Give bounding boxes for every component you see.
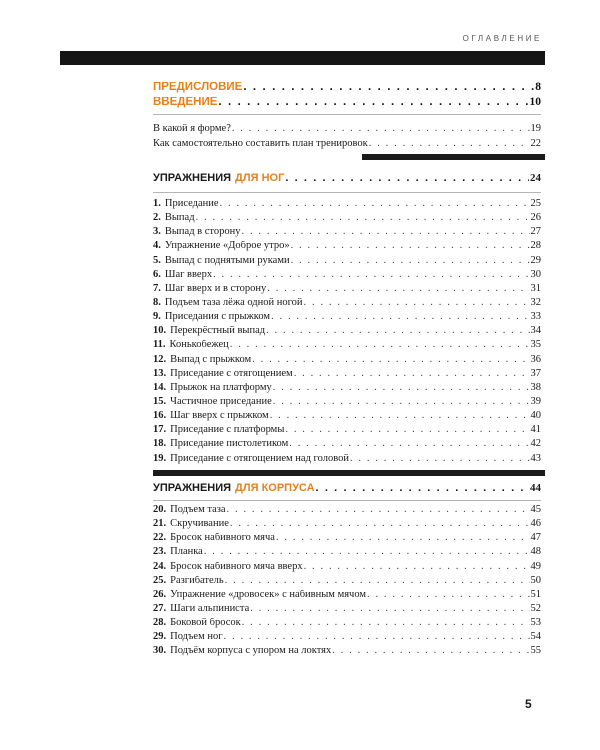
dot-leader <box>227 505 530 516</box>
exercise-number: 24. <box>153 561 167 572</box>
exercise-entry[interactable] <box>153 632 541 646</box>
exercise-page: 39 <box>530 396 541 407</box>
exercise-entry[interactable] <box>153 199 541 213</box>
exercise-title: Шаг вверх <box>164 269 213 280</box>
exercise-title: Прыжок на платформу <box>170 382 272 393</box>
exercise-number: 25. <box>153 575 167 586</box>
exercise-number: 16. <box>153 411 167 422</box>
exercise-page: 48 <box>530 547 541 558</box>
exercise-entry[interactable] <box>153 326 541 340</box>
exercise-number: 23. <box>153 547 167 558</box>
dot-leader <box>250 604 529 615</box>
exercise-title: Шаг вверх с прыжком <box>170 411 269 422</box>
exercise-page: 41 <box>530 425 541 436</box>
dot-leader <box>304 298 530 309</box>
exercise-number: 7. <box>153 283 161 294</box>
exercise-page: 33 <box>530 312 541 323</box>
exercise-number: 3. <box>153 227 161 238</box>
exercise-page: 45 <box>530 505 541 515</box>
dot-leader <box>196 213 530 224</box>
exercise-page: 26 <box>530 213 541 224</box>
exercise-page: 42 <box>530 439 541 450</box>
exercise-number: 20. <box>153 505 167 515</box>
dot-leader <box>369 139 530 150</box>
dot-leader <box>304 562 530 573</box>
exercise-entry[interactable] <box>153 383 541 397</box>
dot-leader <box>270 411 530 422</box>
exercise-entry[interactable] <box>153 562 541 576</box>
exercise-title: Выпад <box>164 213 195 224</box>
exercise-entry[interactable] <box>153 397 541 411</box>
exercise-page: 34 <box>530 326 541 337</box>
exercise-title: Планка <box>170 547 203 558</box>
exercise-title: Приседание с платформы <box>170 425 285 436</box>
toc-entry-title: В какой я форме? <box>153 124 231 134</box>
dot-leader <box>332 646 529 657</box>
exercise-entry[interactable] <box>153 312 541 326</box>
dot-leader <box>230 340 530 351</box>
exercise-page: 52 <box>530 603 541 614</box>
exercise-number: 14. <box>153 382 167 393</box>
divider-rule <box>153 192 541 193</box>
exercise-page: 32 <box>530 297 541 308</box>
exercise-title: Упражнение «дровосек» с набивным мячом <box>170 589 367 600</box>
dot-leader <box>204 547 530 558</box>
section-page: 24 <box>530 173 541 184</box>
exercise-entry[interactable] <box>153 454 541 468</box>
toc-entry-introduction[interactable] <box>153 97 541 112</box>
exercise-entry[interactable] <box>153 604 541 618</box>
exercise-title: Подъем таза лёжа одной ногой <box>164 297 303 308</box>
running-title: ОГЛАВЛЕНИЕ <box>462 34 542 43</box>
exercise-entry[interactable] <box>153 241 541 255</box>
section-core <box>153 483 541 499</box>
divider-rule <box>153 500 541 501</box>
exercise-page: 31 <box>530 283 541 294</box>
section-heading-core[interactable] <box>153 483 541 499</box>
dot-leader <box>289 439 529 450</box>
dot-leader <box>220 199 530 210</box>
exercise-number: 29. <box>153 632 167 643</box>
exercise-title: Подъем ног <box>170 632 223 643</box>
exercise-entry[interactable] <box>153 340 541 354</box>
exercise-entry[interactable] <box>153 505 541 519</box>
exercise-number: 17. <box>153 425 167 436</box>
core-exercise-list <box>153 505 541 661</box>
exercise-entry[interactable] <box>153 576 541 590</box>
exercise-title: Приседание с отягощением <box>170 368 293 379</box>
dot-leader <box>291 256 530 267</box>
exercise-entry[interactable] <box>153 439 541 453</box>
section-legs <box>153 173 541 189</box>
exercise-number: 30. <box>153 646 167 657</box>
exercise-page: 29 <box>530 255 541 266</box>
toc-entry-preface[interactable] <box>153 82 541 97</box>
exercise-title: Выпад с прыжком <box>170 354 252 365</box>
dot-leader <box>285 173 529 184</box>
exercise-number: 1. <box>153 199 161 209</box>
dot-leader <box>232 124 530 135</box>
dot-leader <box>285 425 529 436</box>
dot-leader <box>230 519 530 530</box>
exercise-page: 47 <box>530 533 541 544</box>
dot-leader <box>252 355 529 366</box>
exercise-number: 8. <box>153 297 161 308</box>
exercise-title: Подъём корпуса с упором на локтях <box>170 646 332 657</box>
exercise-number: 9. <box>153 312 161 323</box>
toc-entry-title: ВВЕДЕНИЕ <box>153 97 218 108</box>
section-title-accent: ДЛЯ НОГ <box>235 173 285 184</box>
exercise-entry[interactable] <box>153 227 541 241</box>
exercise-title: Выпад в сторону <box>164 227 241 238</box>
toc-entry-page: 19 <box>530 124 541 134</box>
exercise-title: Скручивание <box>170 519 229 530</box>
exercise-page: 54 <box>530 632 541 643</box>
exercise-page: 37 <box>530 368 541 379</box>
section-bar <box>362 154 545 160</box>
exercise-number: 13. <box>153 368 167 379</box>
section-heading-legs[interactable] <box>153 173 541 189</box>
exercise-number: 12. <box>153 354 167 365</box>
dot-leader <box>243 82 534 94</box>
dot-leader <box>242 227 530 238</box>
exercise-number: 4. <box>153 241 161 252</box>
exercise-number: 27. <box>153 603 167 614</box>
dot-leader <box>271 312 529 323</box>
exercise-number: 19. <box>153 453 167 464</box>
exercise-page: 38 <box>530 382 541 393</box>
exercise-page: 30 <box>530 269 541 280</box>
dot-leader <box>276 533 530 544</box>
toc-entry-page: 22 <box>530 139 541 149</box>
section-title-accent: ДЛЯ КОРПУСА <box>235 483 315 494</box>
dot-leader <box>294 369 530 380</box>
dot-leader <box>350 454 530 465</box>
exercise-entry[interactable] <box>153 369 541 383</box>
dot-leader <box>273 383 530 394</box>
exercise-title: Упражнение «Доброе утро» <box>164 241 290 252</box>
exercise-page: 46 <box>530 519 541 530</box>
exercise-number: 21. <box>153 519 167 530</box>
dot-leader <box>225 576 530 587</box>
divider-rule <box>153 114 541 115</box>
exercise-page: 35 <box>530 340 541 351</box>
dot-leader <box>213 270 529 281</box>
exercise-page: 53 <box>530 618 541 629</box>
exercise-page: 27 <box>530 227 541 238</box>
intro-list <box>153 124 541 154</box>
exercise-title: Выпад с поднятыми руками <box>164 255 290 266</box>
dot-leader <box>316 483 529 494</box>
exercise-title: Приседания с прыжком <box>164 312 271 323</box>
toc-entry-page: 10 <box>529 97 541 108</box>
exercise-title: Шаги альпиниста <box>170 603 250 614</box>
dot-leader <box>242 618 530 629</box>
section-page: 44 <box>530 483 541 494</box>
exercise-number: 26. <box>153 589 167 600</box>
exercise-title: Боковой бросок <box>170 618 241 629</box>
exercise-page: 51 <box>530 589 541 600</box>
exercise-page: 40 <box>530 411 541 422</box>
dot-leader <box>291 241 530 252</box>
exercise-entry[interactable] <box>153 425 541 439</box>
page-number: 5 <box>525 697 532 711</box>
exercise-entry[interactable] <box>153 284 541 298</box>
exercise-title: Бросок набивного мяча вверх <box>170 561 303 572</box>
dot-leader <box>367 590 529 601</box>
exercise-page: 28 <box>530 241 541 252</box>
exercise-entry[interactable] <box>153 646 541 660</box>
exercise-entry[interactable] <box>153 618 541 632</box>
dot-leader <box>267 284 529 295</box>
toc-entry-title: Как самостоятельно составить план тренировок <box>153 139 368 149</box>
exercise-title: Конькобежец <box>169 340 229 351</box>
exercise-number: 11. <box>153 340 166 351</box>
exercise-title: Разгибатель <box>170 575 224 586</box>
exercise-number: 2. <box>153 213 161 224</box>
exercise-entry[interactable] <box>153 547 541 561</box>
exercise-number: 22. <box>153 533 167 544</box>
dot-leader <box>224 632 530 643</box>
exercise-title: Частичное приседание <box>170 396 272 407</box>
toc-entry-title: ПРЕДИСЛОВИЕ <box>153 82 243 93</box>
exercise-entry[interactable] <box>153 298 541 312</box>
exercise-entry[interactable] <box>153 256 541 270</box>
exercise-title: Бросок набивного мяча <box>170 533 275 544</box>
exercise-number: 10. <box>153 326 167 337</box>
dot-leader <box>273 397 530 408</box>
exercise-title: Приседание пистолетиком <box>170 439 289 450</box>
exercise-entry[interactable] <box>153 355 541 369</box>
exercise-page: 43 <box>530 453 541 464</box>
dot-leader <box>266 326 529 337</box>
header-bar <box>60 51 545 65</box>
section-title: УПРАЖНЕНИЯ <box>153 173 232 184</box>
exercise-page: 55 <box>530 646 541 657</box>
exercise-entry[interactable] <box>153 519 541 533</box>
exercise-page: 49 <box>530 561 541 572</box>
exercise-page: 25 <box>530 199 541 209</box>
exercise-title: Приседание <box>164 199 219 209</box>
exercise-entry[interactable] <box>153 411 541 425</box>
dot-leader <box>218 97 528 109</box>
exercise-entry[interactable] <box>153 590 541 604</box>
exercise-entry[interactable] <box>153 533 541 547</box>
exercise-number: 5. <box>153 255 161 266</box>
exercise-entry[interactable] <box>153 213 541 227</box>
toc-entry[interactable] <box>153 139 541 154</box>
front-matter <box>153 82 541 112</box>
exercise-page: 50 <box>530 575 541 586</box>
exercise-page: 36 <box>530 354 541 365</box>
exercise-number: 28. <box>153 618 167 629</box>
section-title: УПРАЖНЕНИЯ <box>153 483 232 494</box>
toc-entry[interactable] <box>153 124 541 139</box>
exercise-title: Приседание с отягощением над головой <box>170 453 349 464</box>
exercise-title: Подъем таза <box>170 505 226 515</box>
exercise-number: 6. <box>153 269 161 280</box>
legs-exercise-list <box>153 199 541 468</box>
section-bar <box>153 470 545 476</box>
exercise-entry[interactable] <box>153 270 541 284</box>
exercise-title: Перекрёстный выпад <box>170 326 266 337</box>
exercise-title: Шаг вверх и в сторону <box>164 283 267 294</box>
exercise-number: 15. <box>153 396 167 407</box>
toc-entry-page: 8 <box>535 82 541 93</box>
exercise-number: 18. <box>153 439 167 450</box>
